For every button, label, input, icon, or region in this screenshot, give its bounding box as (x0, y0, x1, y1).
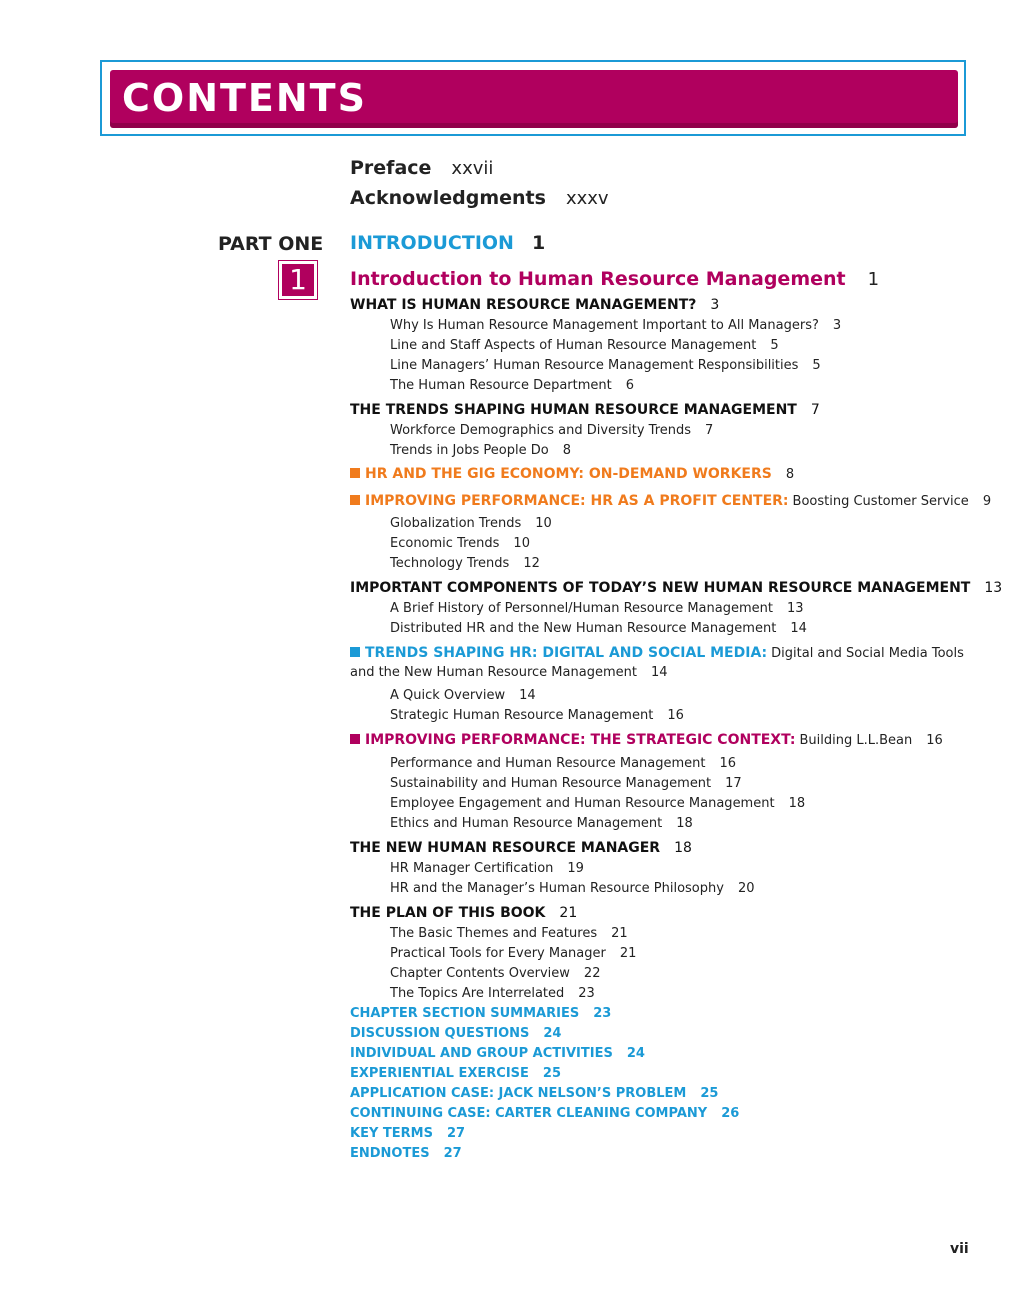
toc-entry-page: 24 (543, 1026, 562, 1041)
toc-entry[interactable] (390, 756, 736, 771)
toc-entry-page: 18 (788, 796, 806, 811)
toc-entry[interactable] (390, 946, 636, 961)
feature-square-icon (350, 734, 360, 744)
toc-entry-title: CHAPTER SECTION SUMMARIES (350, 1006, 580, 1021)
toc-entry-title: INDIVIDUAL AND GROUP ACTIVITIES (350, 1046, 613, 1061)
toc-entry-page: 16 (926, 733, 943, 748)
toc-entry-title: Line and Staff Aspects of Human Resource Management (390, 338, 757, 353)
toc-entry[interactable] (390, 423, 713, 438)
toc-entry[interactable] (350, 493, 991, 509)
toc-entry[interactable] (390, 516, 552, 531)
toc-entry-page: 8 (785, 467, 795, 482)
chapter-title-page: 1 (867, 269, 880, 290)
toc-entry-subtitle: Building L.L.Bean (799, 733, 913, 748)
toc-entry[interactable] (350, 1026, 561, 1041)
toc-entry-page: 3 (710, 297, 720, 313)
toc-entry[interactable] (390, 861, 584, 876)
toc-entry[interactable] (350, 1086, 718, 1101)
toc-entry[interactable] (390, 378, 634, 393)
toc-entry-page: 24 (626, 1046, 645, 1061)
toc-entry-page: 18 (676, 816, 693, 831)
toc-entry-page: 26 (721, 1106, 740, 1121)
toc-entry-title: KEY TERMS (350, 1126, 433, 1141)
toc-entry[interactable] (350, 1066, 561, 1081)
toc-entry-page: 16 (667, 708, 684, 723)
chapter-number-badge (278, 260, 318, 300)
toc-entry-page: 13 (786, 601, 804, 616)
toc-entry-page: 27 (446, 1126, 466, 1141)
toc-preface-label: Preface (350, 157, 432, 179)
part-title-page: 1 (531, 232, 546, 254)
toc-entry[interactable] (390, 443, 571, 458)
toc-entry-title: IMPORTANT COMPONENTS OF TODAY’S NEW HUMAN RESOURCE MANAGEMENT (350, 580, 971, 596)
toc-entry[interactable] (350, 580, 1002, 596)
toc-entry[interactable] (390, 708, 684, 723)
toc-entry-title: Why Is Human Resource Management Important to All Managers? (390, 318, 819, 333)
toc-entry-title: Line Managers’ Human Resource Management Responsibilities (390, 358, 799, 373)
toc-entry[interactable] (350, 1106, 739, 1121)
toc-entry-title: Practical Tools for Every Manager (390, 946, 606, 961)
toc-entry-title: THE TRENDS SHAPING HUMAN RESOURCE MANAGEMENT (350, 402, 797, 418)
toc-entry[interactable] (390, 318, 841, 333)
toc-entry-page: 19 (567, 861, 584, 876)
toc-entry-title: WHAT IS HUMAN RESOURCE MANAGEMENT? (350, 297, 697, 313)
toc-entry-page: 9 (982, 494, 992, 509)
part-title-text: INTRODUCTION (350, 232, 514, 254)
toc-entry-title: THE NEW HUMAN RESOURCE MANAGER (350, 840, 661, 856)
toc-entry-title: IMPROVING PERFORMANCE: HR AS A PROFIT CENTER: (365, 493, 789, 509)
toc-entry[interactable] (390, 966, 600, 981)
toc-entry[interactable] (350, 1146, 462, 1161)
toc-entry[interactable] (350, 1046, 645, 1061)
toc-entry-subtitle: Boosting Customer Service (792, 494, 969, 509)
toc-entry-page: 12 (523, 556, 540, 571)
toc-entry-title: The Basic Themes and Features (390, 926, 598, 941)
toc-entry[interactable] (390, 776, 742, 791)
toc-entry[interactable] (390, 556, 540, 571)
contents-header-frame (100, 60, 966, 136)
feature-square-icon (350, 468, 360, 478)
toc-entry-title: Workforce Demographics and Diversity Trends (390, 423, 692, 438)
part-label: PART ONE (218, 233, 324, 255)
page-folio: vii (950, 1241, 969, 1257)
toc-entry-title: A Brief History of Personnel/Human Resource Management (390, 601, 773, 616)
toc-entry[interactable] (390, 796, 805, 811)
toc-chapter-title[interactable] (350, 268, 879, 290)
toc-entry-title: Strategic Human Resource Management (390, 708, 654, 723)
toc-entry[interactable] (350, 1006, 611, 1021)
toc-entry-page: 5 (812, 358, 821, 373)
toc-entry[interactable] (350, 645, 964, 661)
toc-entry-title: Ethics and Human Resource Management (390, 816, 663, 831)
toc-entry-title: A Quick Overview (390, 688, 506, 703)
toc-entry-title: TRENDS SHAPING HR: DIGITAL AND SOCIAL MEDIA: (365, 645, 768, 661)
toc-entry-title: Globalization Trends (390, 516, 522, 531)
contents-header-bar (110, 70, 958, 128)
toc-entry-page: 21 (619, 946, 637, 961)
toc-entry-title: APPLICATION CASE: JACK NELSON’S PROBLEM (350, 1086, 687, 1101)
toc-entry-title: Chapter Contents Overview (390, 966, 570, 981)
toc-part-title[interactable] (350, 232, 545, 254)
toc-acknowledgments-page: xxxv (565, 188, 609, 209)
toc-entry-subtitle: Digital and Social Media Tools (771, 646, 964, 661)
toc-entry-page: 10 (513, 536, 530, 551)
toc-preface-page: xxvii (451, 158, 494, 179)
toc-entry[interactable] (390, 688, 536, 703)
toc-entry-title: CONTINUING CASE: CARTER CLEANING COMPANY (350, 1106, 708, 1121)
chapter-number: 1 (282, 264, 314, 296)
toc-entry-page: 20 (737, 881, 755, 896)
toc-entry[interactable] (350, 905, 577, 921)
toc-entry-title: The Topics Are Interrelated (390, 986, 565, 1001)
toc-entry[interactable] (390, 621, 807, 636)
toc-entry[interactable] (390, 338, 779, 353)
toc-entry-title: and the New Human Resource Management (350, 665, 637, 680)
toc-entry-page: 7 (810, 402, 820, 418)
toc-entry-page: 3 (832, 318, 842, 333)
toc-entry-title: The Human Resource Department (390, 378, 612, 393)
toc-entry[interactable] (350, 297, 719, 313)
toc-entry-title: Trends in Jobs People Do (390, 443, 549, 458)
toc-entry-title: Sustainability and Human Resource Management (390, 776, 712, 791)
toc-entry-page: 17 (725, 776, 742, 791)
toc-entry-page: 13 (984, 580, 1003, 596)
toc-entry-page: 23 (578, 986, 595, 1001)
toc-entry[interactable] (390, 986, 595, 1001)
toc-entry[interactable] (390, 881, 755, 896)
toc-entry-page: 5 (770, 338, 779, 353)
toc-entry[interactable] (350, 402, 820, 418)
toc-entry-page: 21 (611, 926, 628, 941)
toc-entry[interactable] (350, 840, 692, 856)
toc-entry-title: DISCUSSION QUESTIONS (350, 1026, 530, 1041)
toc-entry-page: 10 (535, 516, 552, 531)
toc-entry[interactable] (390, 926, 628, 941)
toc-entry-page: 21 (559, 905, 578, 921)
toc-entry-title: HR and the Manager’s Human Resource Philosophy (390, 881, 724, 896)
toc-preface[interactable] (350, 157, 493, 179)
toc-entry-page: 6 (625, 378, 635, 393)
toc-entry-title: Performance and Human Resource Management (390, 756, 706, 771)
toc-entry-title: Technology Trends (390, 556, 510, 571)
toc-entry-title: EXPERIENTIAL EXERCISE (350, 1066, 529, 1081)
toc-entry-title: ENDNOTES (350, 1146, 430, 1161)
feature-square-icon (350, 647, 360, 657)
toc-entry-title: Employee Engagement and Human Resource Management (390, 796, 775, 811)
toc-entry-page: 22 (583, 966, 601, 981)
toc-acknowledgments-label: Acknowledgments (350, 187, 546, 209)
toc-entry-page: 14 (650, 665, 668, 680)
toc-entry-page: 25 (542, 1066, 562, 1081)
toc-entry[interactable] (390, 536, 530, 551)
toc-entry[interactable] (350, 665, 668, 680)
toc-entry-page: 14 (519, 688, 536, 703)
toc-entry-page: 25 (700, 1086, 719, 1101)
feature-square-icon (350, 495, 360, 505)
toc-entry-page: 18 (674, 840, 692, 856)
toc-entry[interactable] (350, 466, 794, 482)
toc-acknowledgments[interactable] (350, 187, 609, 209)
toc-entry-title: Economic Trends (390, 536, 500, 551)
toc-entry-title: THE PLAN OF THIS BOOK (350, 905, 546, 921)
toc-entry-page: 16 (719, 756, 737, 771)
toc-entry[interactable] (390, 358, 821, 373)
page-title: CONTENTS (122, 76, 367, 120)
toc-entry-page: 23 (593, 1006, 612, 1021)
toc-entry-title: HR Manager Certification (390, 861, 554, 876)
toc-entry[interactable] (390, 816, 693, 831)
toc-entry[interactable] (350, 1126, 465, 1141)
chapter-title-text: Introduction to Human Resource Management (350, 268, 846, 290)
toc-entry-title: Distributed HR and the New Human Resource Management (390, 621, 777, 636)
toc-entry-page: 8 (562, 443, 571, 458)
toc-entry-title: HR AND THE GIG ECONOMY: ON-DEMAND WORKERS (365, 466, 772, 482)
toc-entry-title: IMPROVING PERFORMANCE: THE STRATEGIC CONTEXT: (365, 732, 796, 748)
toc-entry[interactable] (390, 601, 804, 616)
toc-entry-page: 14 (790, 621, 807, 636)
toc-entry-page: 7 (705, 423, 714, 438)
toc-entry[interactable] (350, 732, 943, 748)
toc-entry-page: 27 (443, 1146, 462, 1161)
